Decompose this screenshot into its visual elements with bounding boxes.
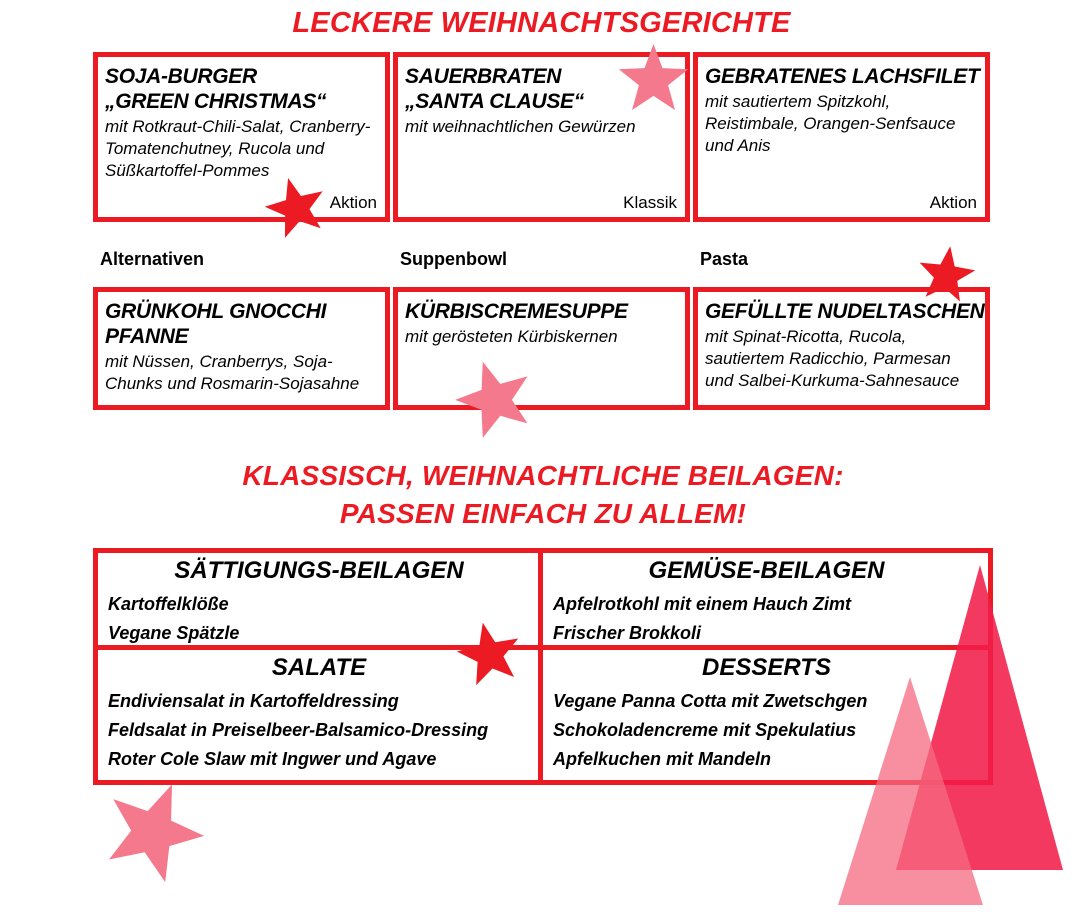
side-cell-title: SALATE: [271, 654, 367, 681]
side-cell-title: DESSERTS: [702, 654, 831, 681]
star-icon: [914, 242, 980, 303]
christmas-trees: [815, 560, 1085, 912]
dish-title-line2: „GREEN CHRISTMAS“: [105, 90, 327, 113]
page-title: LECKERE WEIHNACHTSGERICHTE: [292, 7, 791, 39]
dish-description: mit Rotkraut-Chili-Salat, Cranberry-Tomatenchutney, Rucola und Süßkartoffel-Pommes: [105, 117, 371, 180]
side-item: Apfelkuchen mit Mandeln: [553, 749, 772, 769]
dish-title: [105, 299, 380, 349]
dish-tag: Aktion: [929, 193, 977, 212]
category-label-pasta: Pasta: [700, 249, 749, 269]
side-cell-title: SÄTTIGUNGS-BEILAGEN: [174, 557, 464, 584]
dish-title-line2: „SANTA CLAUSE“: [405, 90, 584, 113]
star-icon: [617, 44, 690, 110]
side-item: Feldsalat in Preiselbeer-Balsamico-Dressing: [108, 720, 489, 740]
dish-title-line1: SOJA-BURGER: [105, 65, 257, 88]
category-label-alternativen: Alternativen: [100, 249, 205, 269]
side-cell-title: GEMÜSE-BEILAGEN: [648, 557, 885, 584]
dish-card-nudeltaschen: [693, 287, 990, 410]
dish-title: [405, 299, 680, 324]
dish-title-line1: GEBRATENES LACHSFILET: [705, 65, 980, 88]
side-item: Vegane Spätzle: [108, 623, 240, 643]
category-label-suppenbowl: Suppenbowl: [400, 249, 507, 269]
dish-title-line1: KÜRBISCREMESUPPE: [405, 300, 628, 323]
side-item: Apfelrotkohl mit einem Hauch Zimt: [553, 594, 852, 614]
sides-heading-line2: PASSEN EINFACH ZU ALLEM!: [339, 498, 747, 529]
dish-tag: Aktion: [329, 193, 377, 212]
sides-heading: [93, 457, 993, 533]
dish-title-line1: SAUERBRATEN: [405, 65, 562, 88]
dish-title-line2: PFANNE: [105, 325, 189, 348]
dish-title: [105, 64, 380, 114]
dish-card-soja-burger: [93, 52, 390, 222]
side-item: Endiviensalat in Kartoffeldressing: [108, 691, 399, 711]
dish-description: mit Nüssen, Cranberrys, Soja-Chunks und Rosmarin-Sojasahne: [105, 352, 360, 393]
dish-title: [705, 299, 985, 324]
side-item: Frischer Brokkoli: [553, 623, 702, 643]
dish-title-line1: GRÜNKOHL GNOCCHI: [105, 300, 327, 323]
side-item: Vegane Panna Cotta mit Zwetschgen: [553, 691, 868, 711]
side-item: Kartoffelklöße: [108, 594, 229, 614]
dish-description: mit weihnachtlichen Gewürzen: [405, 117, 636, 136]
dish-description: mit Spinat-Ricotta, Rucola, sautiertem Radicchio, Parmesan und Salbei-Kurkuma-Sahnesauce: [705, 327, 960, 390]
dish-description: mit sautiertem Spitzkohl, Reistimbale, Orangen-Senfsauce und Anis: [705, 92, 956, 155]
dish-card-lachsfilet: [693, 52, 990, 222]
sides-heading-line1: KLASSISCH, WEIHNACHTLICHE BEILAGEN:: [242, 460, 844, 491]
dish-card-kuerbiscremesuppe: [393, 287, 690, 410]
dish-title-line1: GEFÜLLTE NUDELTASCHEN: [705, 300, 985, 323]
dish-tag: Klassik: [623, 193, 677, 212]
dish-description: mit gerösteten Kürbiskernen: [405, 327, 618, 346]
side-item: Schokoladencreme mit Spekulatius: [553, 720, 857, 740]
dish-card-gruenkohl-gnocchi: [93, 287, 390, 410]
dish-title: [705, 64, 980, 89]
side-item: Roter Cole Slaw mit Ingwer und Agave: [108, 749, 437, 769]
